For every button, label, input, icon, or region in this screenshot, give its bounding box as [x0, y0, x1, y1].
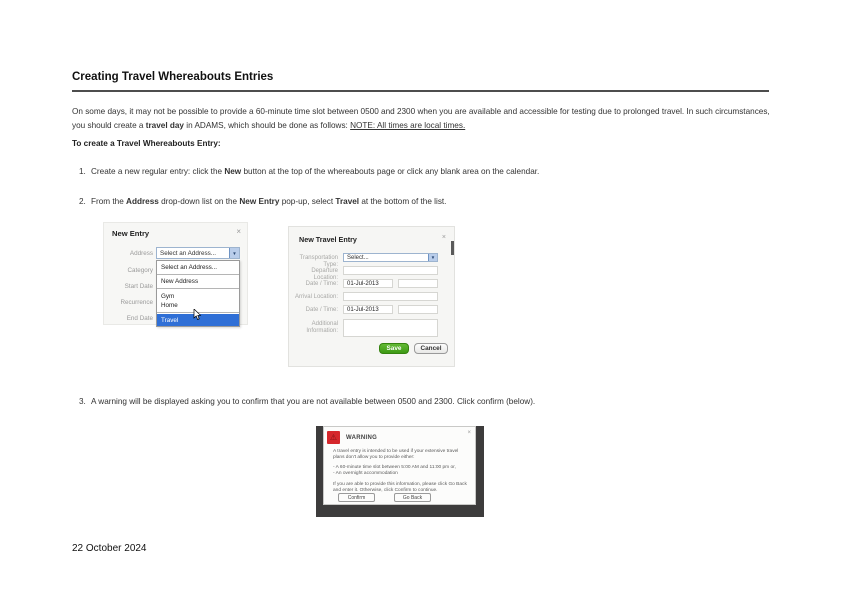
new-travel-entry-title: New Travel Entry — [299, 235, 357, 244]
step-2-bold-new-entry: New Entry — [239, 197, 280, 206]
step-2-number: 2. — [79, 197, 86, 206]
departure-time-input[interactable] — [398, 279, 438, 288]
dropdown-item-select-an-address[interactable]: Select an Address... — [157, 261, 239, 275]
address-select[interactable] — [156, 247, 240, 259]
step-1-number: 1. — [79, 167, 86, 176]
arrival-location-input[interactable] — [343, 292, 438, 301]
step-3-number: 3. — [79, 397, 86, 406]
warning-bullet-2: - An overnight accommodation — [333, 471, 398, 477]
close-icon[interactable]: × — [441, 234, 446, 241]
address-label: Address — [129, 250, 153, 257]
transportation-type-value: Select... — [347, 254, 369, 261]
address-select-value: Select an Address... — [160, 249, 217, 257]
step-1 — [79, 167, 769, 176]
confirm-button[interactable]: Confirm — [338, 493, 375, 502]
dropdown-item-gym[interactable]: Gym — [161, 292, 175, 300]
additional-information-label — [289, 321, 338, 334]
new-entry-dialog — [103, 222, 248, 325]
transportation-type-label: Transportation Type: — [299, 255, 338, 268]
additional-information-textarea[interactable] — [343, 319, 438, 337]
warning-bullet-1: - A 60-minute time slot between 5:00 AM and 11:00 pm or, — [333, 465, 456, 471]
departure-location-input[interactable] — [343, 266, 438, 275]
intro-bold-travel-day: travel day — [145, 121, 184, 130]
scrollbar-thumb[interactable] — [451, 241, 454, 255]
arrival-location-label: Arrival Location: — [294, 294, 338, 300]
arrival-date-time-label: Date / Time: — [305, 307, 338, 313]
warning-paragraph-1: A travel entry is intended to be used if your extensive travel plans don't allow you to provide either: — [333, 449, 459, 460]
start-date-label: Start Date — [124, 283, 153, 290]
warning-body — [333, 449, 470, 493]
step-3-text: A warning will be displayed asking you to confirm that you are not available between 0500 and 2300. Click confirm (below). — [91, 397, 536, 406]
go-back-button[interactable]: Go Back — [394, 493, 431, 502]
step-2-text: From the — [91, 197, 127, 206]
arrival-date-input[interactable]: 01-Jul-2013 — [343, 305, 393, 314]
additional-label-line2: Information: — [306, 327, 338, 334]
warning-screenshot-backdrop — [316, 426, 484, 517]
intro-paragraph — [72, 105, 772, 133]
chevron-down-icon[interactable]: ▼ — [229, 248, 239, 258]
warning-paragraph-2: If you are able to provide this information, please click Go Back and enter it. Otherwise, click Confirm to continue. — [333, 481, 467, 493]
intro-line1: On some days, it may not be possible to provide a 60-minute time slot between 0500 and 2300 when you are available and accessible for testing due to prolonged travel. In such circumstances, — [72, 107, 770, 116]
warning-dialog — [323, 426, 476, 505]
cursor-arrow-icon — [192, 309, 202, 321]
new-entry-dialog-title: New Entry — [112, 229, 150, 238]
step-2-bold-address: Address — [126, 197, 159, 206]
step-1-text: Create a new regular entry: click the — [91, 167, 225, 176]
page-title: Creating Travel Whereabouts Entries — [72, 71, 769, 92]
recurrence-label: Recurrence — [120, 299, 153, 306]
intro-note: NOTE: All times are local times. — [350, 121, 466, 130]
departure-date-input[interactable]: 01-Jul-2013 — [343, 279, 393, 288]
step-2-text-cont2: pop-up, select — [279, 197, 336, 206]
close-icon[interactable]: × — [467, 430, 471, 436]
additional-label-line1: Additional — [311, 321, 338, 327]
intro-line2-part2: in ADAMS, which should be done as follows: — [183, 121, 351, 130]
chevron-down-icon[interactable]: ▼ — [428, 254, 437, 261]
step-2 — [79, 197, 769, 206]
save-button[interactable]: Save — [379, 343, 409, 354]
step-1-text-cont: button at the top of the whereabouts page or click any blank area on the calendar. — [241, 167, 540, 176]
departure-location-label: Departure Location: — [311, 268, 338, 281]
warning-icon: ⚠ — [327, 431, 340, 444]
category-label: Category — [127, 267, 153, 274]
transportation-type-select[interactable] — [343, 253, 438, 262]
dropdown-item-home[interactable]: Home — [157, 300, 239, 314]
step-3 — [79, 397, 769, 406]
new-travel-entry-dialog — [288, 226, 455, 367]
dropdown-item-new-address[interactable]: New Address — [157, 276, 239, 290]
step-2-text-cont: drop-down list on the — [158, 197, 240, 206]
warning-title: WARNING — [346, 435, 378, 441]
step-2-bold-travel: Travel — [335, 197, 360, 206]
departure-date-time-label: Date / Time: — [305, 281, 338, 287]
step-2-text-cont3: at the bottom of the list. — [359, 197, 447, 206]
footer-date: 22 October 2024 — [72, 543, 147, 554]
arrival-time-input[interactable] — [398, 305, 438, 314]
steps-heading: To create a Travel Whereabouts Entry: — [72, 139, 221, 148]
close-icon[interactable]: × — [236, 227, 241, 236]
dropdown-item-travel[interactable]: Travel — [157, 314, 239, 326]
intro-line2-part1: you should create a — [72, 121, 146, 130]
cancel-button[interactable]: Cancel — [414, 343, 448, 354]
end-date-label: End Date — [126, 315, 153, 322]
step-1-bold-new: New — [224, 167, 242, 176]
